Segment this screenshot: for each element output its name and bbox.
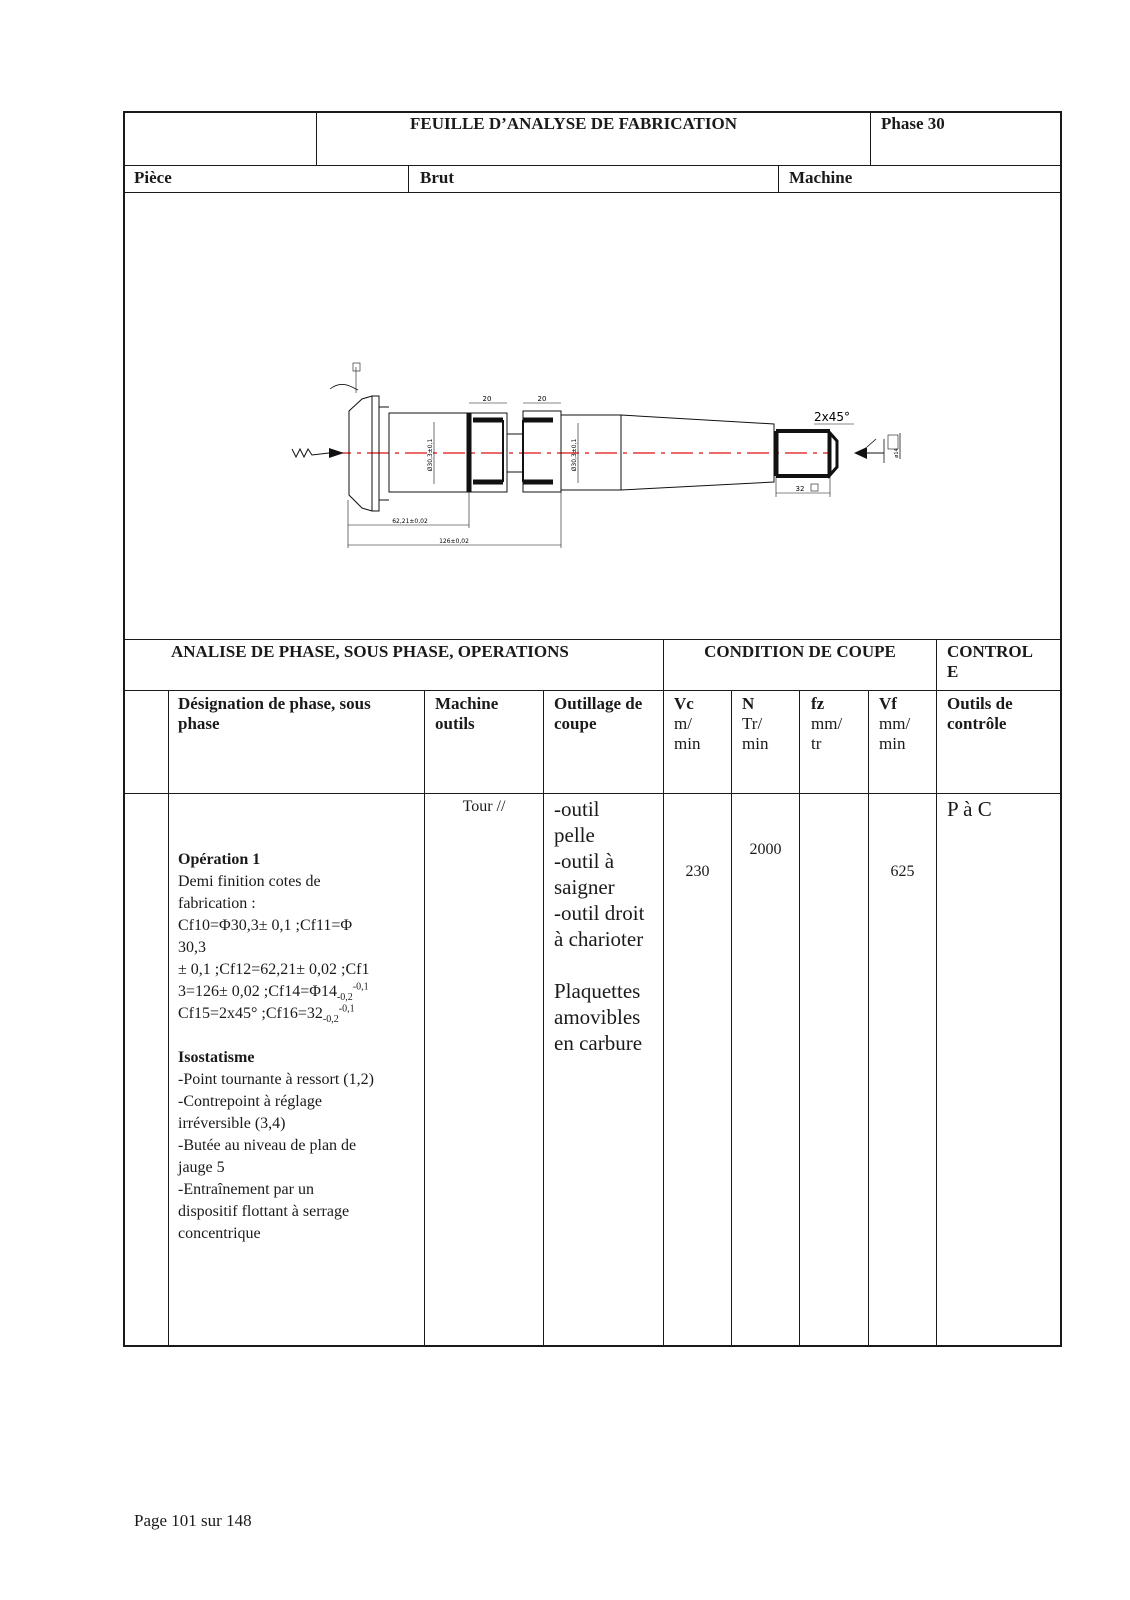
operation-line-text: 3=126± 0,02 ;Cf14=Φ14 [178,983,337,1000]
isostatisme-title: Isostatisme [178,1049,255,1066]
tool-item: Plaquettes [554,979,641,1003]
col-outillage-line1: Outillage de [554,694,643,713]
tooling-list [554,796,662,1056]
dim-d30-2: Ø30,3±0,1 [571,438,578,472]
col-machine-line1: Machine [435,694,499,713]
brut-label: Brut [420,168,454,187]
machine-label: Machine [789,168,853,187]
divider [731,690,732,1346]
divider [870,111,871,166]
tool-item: en carbure [554,1031,643,1055]
dim-20-a: 20 [482,395,492,403]
isostatisme-line: -Entraînement par un [178,1181,314,1198]
table-border-bottom [123,1345,1062,1347]
part-drawing [124,193,1060,639]
vf-value: 625 [890,863,915,880]
divider [868,690,869,1346]
col-machine [435,694,498,734]
col-vf-label: Vf [879,694,897,713]
divider [408,165,409,193]
col-n-unit2: min [742,734,769,753]
sheet-title: FEUILLE D’ANALYSE DE FABRICATION [410,114,737,133]
col-vc-unit1: m/ [674,714,692,733]
col-n-unit1: Tr/ [742,714,763,733]
col-vc [674,694,700,754]
tolerance-lower: -0,2 [322,1014,339,1026]
table-border-right [1060,111,1062,1347]
operation-line: 30,3 [178,939,206,956]
dim-126: 126±0,02 [439,538,469,545]
n-value: 2000 [749,841,782,858]
tool-item: amovibles [554,1005,641,1029]
vc-value: 230 [685,863,710,880]
col-designation-line2: phase [178,714,220,733]
phase-label: Phase 30 [881,114,945,133]
col-vc-label: Vc [674,694,694,713]
operation-line [178,1003,422,1025]
col-designation-line1: Désignation de phase, sous [178,694,371,713]
support-arrow-right [854,447,867,459]
col-outillage-line2: coupe [554,714,597,733]
tool-item: à charioter [554,927,644,951]
col-vf-unit2: min [879,734,906,753]
divider [316,111,317,166]
col-vf [879,694,910,754]
conditions-title: CONDITION DE COUPE [704,642,896,661]
tolerance-upper: -0,1 [338,1003,355,1015]
control-value: P à C [947,797,992,821]
operation-line: ± 0,1 ;Cf12=62,21± 0,02 ;Cf1 [178,961,370,978]
tool-item: -outil droit [554,901,645,925]
control-title-line2: E [947,662,959,681]
tool-item: -outil [554,797,600,821]
section-title: ANALISE DE PHASE, SOUS PHASE, OPERATIONS [171,642,569,661]
tool-item: saigner [554,875,615,899]
divider [778,165,779,193]
operation-description [178,849,422,1245]
divider [936,639,937,1346]
operation-title: Opération 1 [178,851,261,868]
col-fz [811,694,842,754]
divider [424,690,425,1346]
isostatisme-line: -Contrepoint à réglage [178,1093,322,1110]
col-outillage [554,694,642,734]
col-n [742,694,768,754]
dim-chamfer: 2x45° [814,410,851,424]
operation-line: Cf10=Φ30,3± 0,1 ;Cf11=Φ [178,917,353,934]
isostatisme-line: jauge 5 [178,1159,225,1176]
tolerance-lower: -0,2 [336,992,353,1004]
control-title [947,642,1033,682]
dim-20-b: 20 [537,395,547,403]
operation-line-text: Cf15=2x45° ;Cf16=32 [178,1005,323,1022]
col-fz-label: fz [811,694,825,713]
divider [123,690,1062,691]
isostatisme-line: irréversible (3,4) [178,1115,286,1132]
col-n-label: N [742,694,755,713]
isostatisme-line: -Butée au niveau de plan de [178,1137,357,1154]
dim-32: 32 [795,485,805,493]
isostatisme-line: -Point tournante à ressort (1,2) [178,1071,374,1088]
divider [123,165,1062,166]
divider [543,690,544,1346]
col-outils-line2: contrôle [947,714,1007,733]
divider [168,690,169,1346]
dim-62: 62,21±0,02 [392,518,428,525]
col-machine-line2: outils [435,714,475,733]
machine-value: Tour // [462,798,506,815]
col-vc-unit2: min [674,734,701,753]
isostatisme-line: concentrique [178,1225,261,1242]
divider [663,639,664,1346]
col-outils-controle [947,694,1013,734]
page-number: Page 101 sur 148 [134,1511,252,1530]
control-title-line1: CONTROL [947,642,1033,661]
col-fz-unit2: tr [811,734,822,753]
divider [123,639,1062,640]
divider [799,690,800,1346]
spring-symbol [292,449,329,457]
support-arrow-left [329,448,344,458]
divider [123,793,1062,794]
col-designation [178,694,418,734]
col-outils-line1: Outils de [947,694,1013,713]
dim-d30-1: Ø30,3±0,1 [427,438,434,472]
col-fz-unit1: mm/ [811,714,843,733]
tolerance-upper: -0,1 [352,981,369,993]
tool-item: -outil à [554,849,615,873]
operation-line: fabrication : [178,895,256,912]
table-border-top [123,111,1062,113]
operation-line [178,981,422,1003]
col-vf-unit1: mm/ [879,714,911,733]
operation-line: Demi finition cotes de [178,873,321,890]
svg-text:ø14: ø14 [894,448,900,458]
tool-item: pelle [554,823,595,847]
isostatisme-line: dispositif flottant à serrage [178,1203,350,1220]
piece-label: Pièce [134,168,172,187]
